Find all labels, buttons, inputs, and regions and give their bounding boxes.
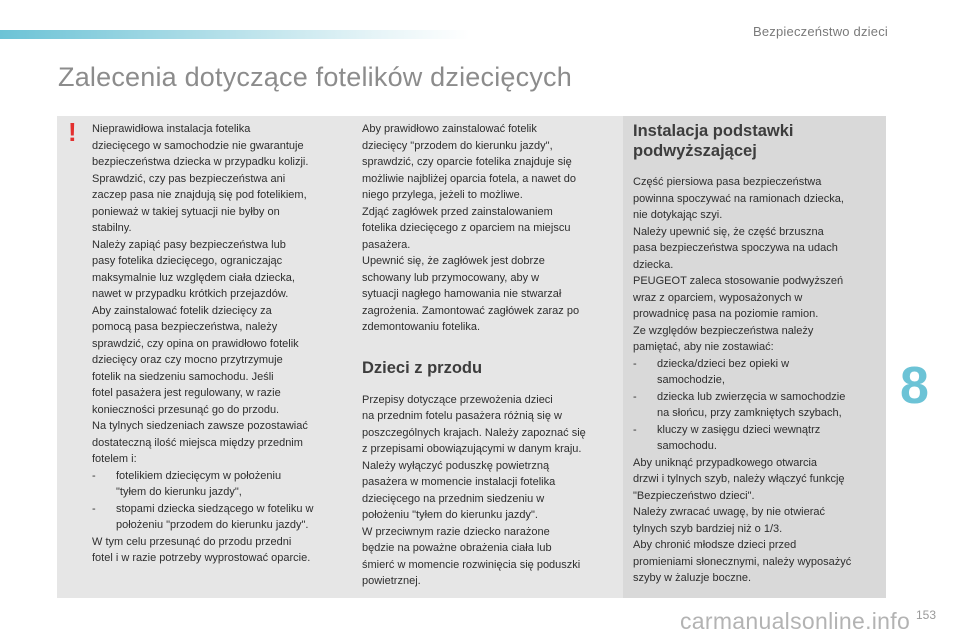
bullet-dash: -	[633, 357, 637, 370]
text-line: Aby prawidłowo zainstalować fotelik	[362, 123, 537, 135]
text-line: Należy zwracać uwagę, by nie otwierać	[633, 506, 825, 518]
text-line: Aby uniknąć przypadkowego otwarcia	[633, 456, 818, 469]
text-line: szyby w żaluzje boczne.	[633, 572, 751, 584]
text-line: dostateczną ilość miejsca między przednim	[92, 436, 303, 449]
text-line: fotelikiem dziecięcym w położeniu	[116, 469, 282, 482]
section-heading-booster	[633, 121, 881, 161]
warning-text	[92, 121, 347, 468]
list-item	[633, 422, 881, 455]
text-line: Należy zapiąć pasy bezpieczeństwa lub	[92, 238, 286, 251]
text-line: zaczep pasa nie znajdują się pod fotelikiem,	[92, 189, 307, 201]
text-line: Należy wyłączyć poduszkę powietrzną	[362, 459, 550, 472]
chapter-number: 8	[900, 357, 929, 415]
text-line: dziecka/dzieci bez opieki w	[657, 357, 790, 370]
text-line: pasy fotelika dziecięcego, ograniczając	[92, 255, 283, 267]
text-line: Na tylnych siedzeniach zawsze pozostawiać	[92, 420, 308, 432]
text-line: pamiętać, aby nie zostawiać:	[633, 341, 774, 353]
booster-seat-column	[633, 121, 881, 587]
text-line: położeniu "tyłem do kierunku jazdy".	[362, 509, 538, 521]
text-line: z przepisami obowiązującymi w danym kraju.	[362, 443, 582, 455]
text-line: niego przylega, jeżeli to możliwe.	[362, 189, 523, 201]
section-heading-front-seat: Dzieci z przodu	[362, 358, 483, 377]
text-line: pomocą pasa bezpieczeństwa, należy	[92, 321, 278, 333]
text-line: poszczególnych krajach. Należy zapoznać się	[362, 426, 586, 439]
text-line: Nieprawidłowa instalacja fotelika	[92, 123, 251, 135]
heading-line: Instalacja podstawki	[633, 122, 794, 140]
text-line: W tym celu przesunąć do przodu przedni	[92, 535, 292, 548]
warning-icon: !	[68, 117, 77, 147]
text-line: prowadnicę pasa na poziomie ramion.	[633, 308, 819, 320]
text-line: Sprawdzić, czy pas bezpieczeństwa ani	[92, 172, 286, 185]
text-line: sprawdzić, czy oparcie fotelika znajduje się	[362, 156, 572, 168]
text-line: drzwi i tylnych szyb, należy włączyć funkcję	[633, 473, 845, 485]
text-line: Aby zainstalować fotelik dziecięcy za	[92, 304, 272, 317]
list-item	[92, 501, 347, 534]
header-accent-bar	[0, 30, 470, 39]
bullet-dash: -	[633, 423, 637, 436]
text-line: pasażera w momencie instalacji fotelika	[362, 476, 556, 488]
list-item	[633, 389, 881, 422]
list-item	[633, 356, 881, 389]
text-line: maksymalnie luz względem ciała dziecka,	[92, 271, 295, 284]
text-line: Przepisy dotyczące przewożenia dzieci	[362, 393, 553, 406]
text-line: pasa bezpieczeństwa spoczywa na udach	[633, 242, 838, 254]
text-line: śmierć w momencie rozwinięcia się poduszki	[362, 558, 581, 571]
bullet-dash: -	[92, 502, 96, 515]
heading-line: podwyższającej	[633, 142, 757, 160]
text-line: możliwie najbliżej oparcia fotela, a nawet do	[362, 172, 577, 185]
text-line: Ze względów bezpieczeństwa należy	[633, 324, 814, 337]
text-line: powietrznej.	[362, 575, 421, 587]
text-line: dziecka lub zwierzęcia w samochodzie	[657, 390, 846, 403]
warning-column	[92, 121, 347, 567]
text-line: na przednim fotelu pasażera różnią się w	[362, 410, 562, 422]
text-line: fotelem i:	[92, 453, 137, 465]
text-line: tylnych szyb bardziej niż o 1/3.	[633, 522, 783, 535]
text-line: W przeciwnym razie dziecko narażone	[362, 525, 550, 538]
text-line: sprawdzić, czy opina on prawidłowo fotelik	[92, 337, 299, 350]
text-line: samochodzie,	[657, 374, 725, 386]
text-line: będzie na poważne obrażenia ciała lub	[362, 542, 552, 554]
text-line: "Bezpieczeństwo dzieci".	[633, 489, 755, 502]
watermark: carmanualsonline.info	[680, 608, 911, 634]
section-header: Bezpieczeństwo dzieci	[753, 24, 888, 39]
text-line: promieniami słonecznymi, należy wyposażyć	[633, 555, 852, 568]
text-line: sytuacji nagłego hamowania nie stwarzał	[362, 288, 562, 300]
text-line: konieczności przesunąć go do przodu.	[92, 403, 280, 416]
text-line: bezpieczeństwa dziecka w przypadku kolizji.	[92, 156, 309, 168]
text-line: Należy upewnić się, że część brzuszna	[633, 225, 824, 238]
text-line: zdemontowaniu fotelika.	[362, 321, 481, 333]
list-item	[92, 468, 347, 501]
text-line: położeniu "przodem do kierunku jazdy".	[116, 519, 309, 531]
page-title: Zalecenia dotyczące fotelików dziecięcych	[58, 62, 572, 92]
text-line: PEUGEOT zaleca stosowanie podwyższeń	[633, 275, 844, 287]
bullet-dash: -	[633, 390, 637, 403]
text-line: fotel i w razie potrzeby wyprostować oparcie.	[92, 552, 311, 564]
text-line: kluczy w zasięgu dzieci wewnątrz	[657, 423, 821, 436]
text-line: wraz z oparciem, wyposażonych w	[633, 291, 803, 304]
text-line: stabilny.	[92, 222, 132, 234]
bullet-dash: -	[92, 469, 96, 482]
text-line: schowany lub przymocowany, aby w	[362, 271, 540, 284]
text-line: na słońcu, przy zamkniętych szybach,	[657, 407, 842, 419]
text-line: dziecka.	[633, 258, 674, 271]
text-line: fotelika dziecięcego z oparciem na miejscu	[362, 222, 571, 234]
text-line: Zdjąć zagłówek przed zainstalowaniem	[362, 205, 553, 218]
text-line: Część piersiowa pasa bezpieczeństwa	[633, 176, 822, 188]
text-line: ponieważ w takiej sytuacji nie byłby on	[92, 205, 280, 218]
text-line: fotelik na siedzeniu samochodu. Jeśli	[92, 370, 274, 383]
text-line: "tyłem do kierunku jazdy",	[116, 486, 242, 498]
text-line: zagrożenia. Zamontować zagłówek zaraz po	[362, 304, 580, 317]
front-seat-column	[362, 121, 612, 590]
text-line: pasażera.	[362, 238, 411, 251]
page-number: 153	[916, 608, 937, 622]
text-line: dziecięcego na przednim siedzeniu w	[362, 492, 545, 505]
text-line: dziecięcy "przodem do kierunku jazdy",	[362, 139, 553, 152]
text-line: nie dotykając szyi.	[633, 209, 723, 221]
text-line: samochodu.	[657, 440, 717, 452]
text-line: stopami dziecka siedzącego w foteliku w	[116, 502, 314, 515]
text-line: fotel pasażera jest regulowany, w razie	[92, 387, 281, 399]
text-line: dziecięcy oraz czy mocno przytrzymuje	[92, 354, 283, 366]
text-line: powinna spoczywać na ramionach dziecka,	[633, 192, 844, 205]
text-line: Aby chronić młodsze dzieci przed	[633, 539, 797, 551]
text-line: nawet w przypadku krótkich przejazdów.	[92, 288, 289, 300]
text-line: dziecięcego w samochodzie nie gwarantuje	[92, 139, 304, 152]
text-line: Upewnić się, że zagłówek jest dobrze	[362, 255, 545, 267]
